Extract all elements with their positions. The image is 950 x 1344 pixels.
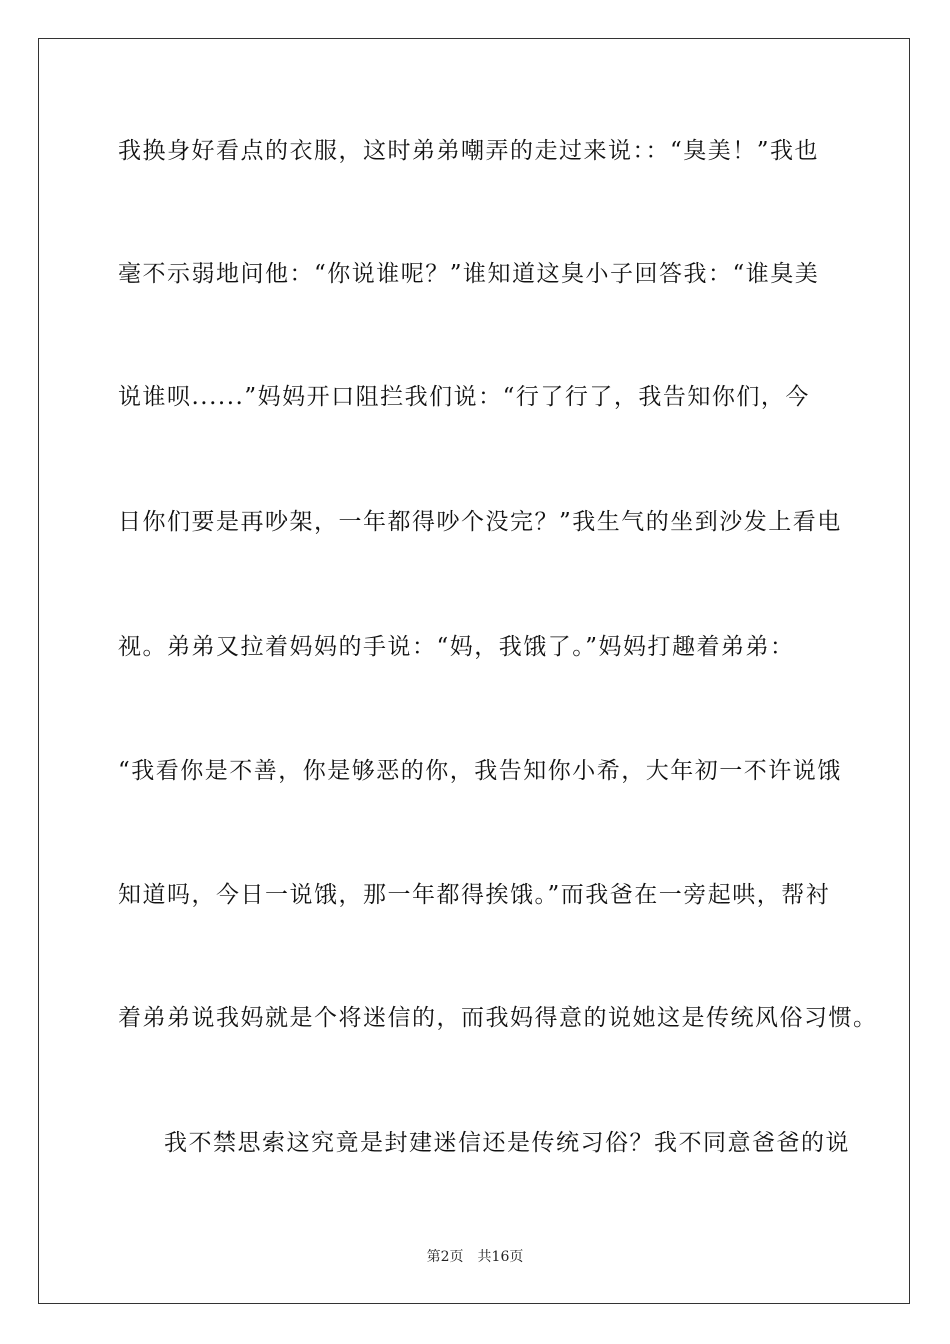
body-line-2: 毫不示弱地问他：“你说谁呢？”谁知道这臭小子回答我：“谁臭美 — [118, 261, 820, 287]
body-line-5: 视。弟弟又拉着妈妈的手说：“妈，我饿了。”妈妈打趣着弟弟： — [118, 634, 795, 660]
page-footer — [0, 1248, 950, 1266]
body-line-9-paragraph-start: 我不禁思索这究竟是封建迷信还是传统习俗？我不同意爸爸的说 — [164, 1130, 850, 1156]
body-line-3: 说谁呗......”妈妈开口阻拦我们说：“行了行了，我告知你们，今 — [118, 384, 810, 410]
page-border — [38, 38, 910, 1304]
body-line-8: 着弟弟说我妈就是个将迷信的，而我妈得意的说她这是传统风俗习惯。 — [118, 1005, 878, 1031]
body-line-4: 日你们要是再吵架，一年都得吵个没完？”我生气的坐到沙发上看电 — [118, 509, 842, 535]
page-total: 共16页 — [477, 1249, 524, 1265]
body-line-1: 我换身好看点的衣服，这时弟弟嘲弄的走过来说：：“臭美！”我也 — [118, 138, 820, 164]
body-line-7: 知道吗，今日一说饿，那一年都得挨饿。”而我爸在一旁起哄，帮衬 — [118, 882, 831, 908]
body-line-6: “我看你是不善，你是够恶的你，我告知你小希，大年初一不许说饿 — [118, 758, 842, 784]
page-number: 第2页 — [426, 1249, 464, 1265]
